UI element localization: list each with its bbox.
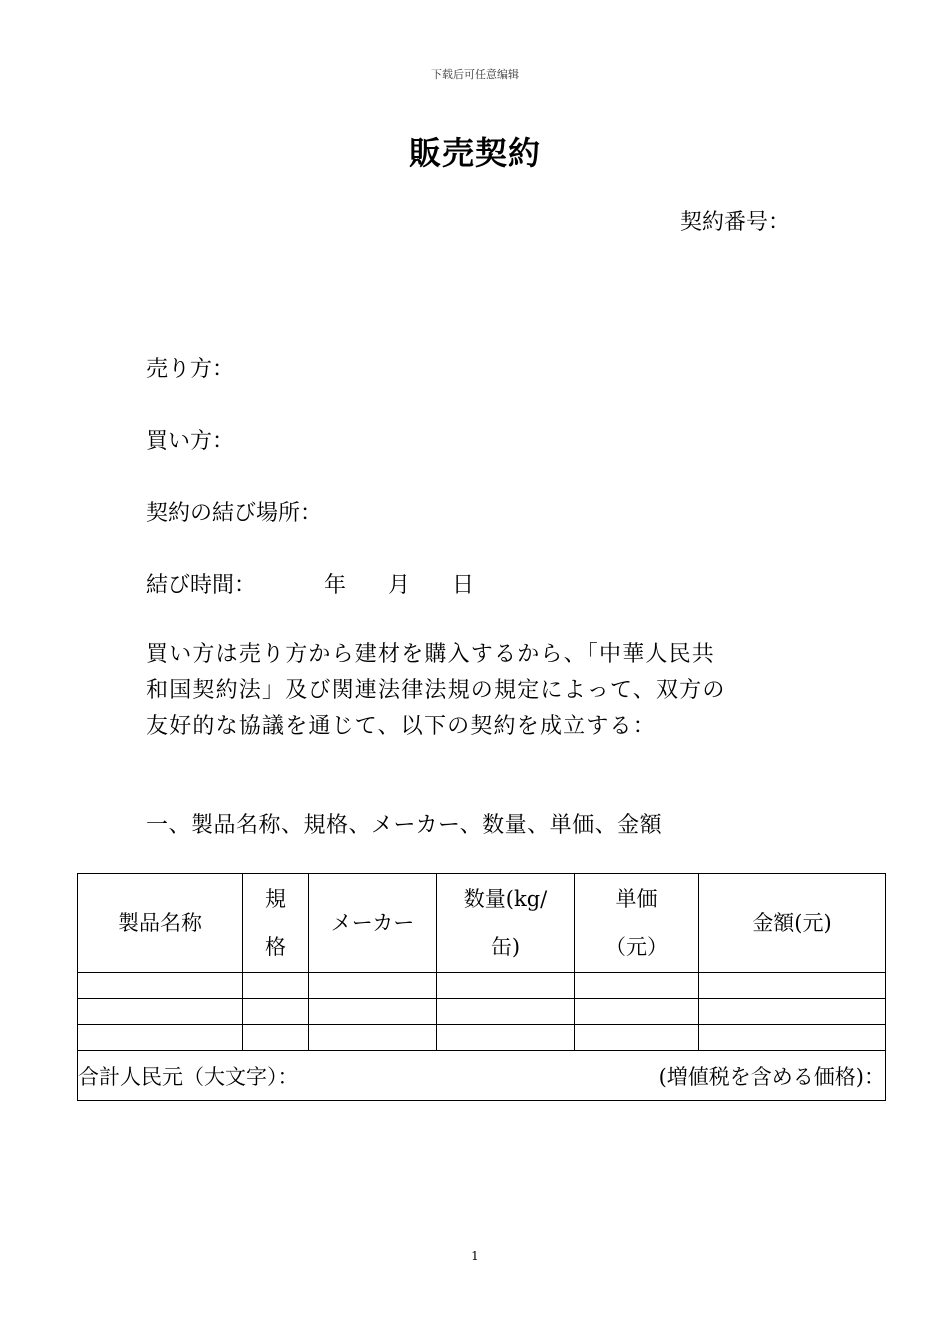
header-quantity-line: 缶): [490, 935, 521, 959]
header-note: 下载后可任意编辑: [431, 68, 519, 81]
total-amount-label: 合計人民元（大文字）：: [78, 1064, 299, 1089]
table-row: [78, 999, 886, 1025]
table-cell: [437, 973, 575, 999]
header-unit-price-line: 単価: [615, 887, 658, 911]
signing-place-label: 契約の結び場所：: [146, 501, 323, 526]
header-spec-line: 規: [265, 887, 286, 911]
header-quantity-line: 数量(kg/: [463, 887, 548, 911]
header-amount: 金額(元): [699, 874, 886, 973]
intro-line: 友好的な協議を通じて、以下の契約を成立する：: [146, 714, 656, 739]
table-cell: [575, 999, 699, 1025]
total-cell: [78, 1051, 886, 1101]
product-table: [77, 873, 886, 1101]
table-cell: [309, 999, 437, 1025]
month-label: 月: [388, 573, 411, 598]
table-cell: [575, 1025, 699, 1051]
signing-time-label: 結び時間：: [146, 573, 257, 598]
table-header-row: [78, 874, 886, 973]
year-label: 年: [324, 573, 347, 598]
header-unit-price-line: （元）: [605, 935, 668, 959]
table-cell: [575, 973, 699, 999]
table-cell: [78, 999, 243, 1025]
table-cell: [437, 999, 575, 1025]
section-heading: 一、製品名称、規格、メーカー、数量、単価、金額: [146, 813, 663, 838]
table-cell: [243, 1025, 309, 1051]
table-cell: [699, 1025, 886, 1051]
table-cell: [699, 973, 886, 999]
table-cell: [309, 973, 437, 999]
seller-label: 売り方：: [146, 357, 235, 382]
contract-number-label: 契約番号：: [680, 210, 791, 235]
table-cell: [699, 999, 886, 1025]
header-quantity: [437, 874, 575, 973]
header-unit-price: [575, 874, 699, 973]
header-spec: [243, 874, 309, 973]
table-cell: [243, 999, 309, 1025]
table-cell: [437, 1025, 575, 1051]
intro-line: 和国契約法」及び関連法律法規の規定によって、双方の: [146, 678, 726, 703]
table-row: [78, 1025, 886, 1051]
intro-paragraph: [146, 637, 826, 745]
day-label: 日: [452, 573, 475, 598]
buyer-label: 買い方：: [146, 429, 235, 454]
table-cell: [78, 1025, 243, 1051]
table-cell: [243, 973, 309, 999]
table-total-row: [78, 1051, 886, 1101]
header-maker: メーカー: [309, 874, 437, 973]
header-spec-line: 格: [265, 935, 286, 959]
page-number: 1: [471, 1249, 479, 1263]
table-cell: [78, 973, 243, 999]
document-title: 販売契約: [408, 134, 541, 172]
header-product-name: 製品名称: [78, 874, 243, 973]
table-row: [78, 973, 886, 999]
intro-line: 買い方は売り方から建材を購入するから、「中華人民共: [146, 642, 716, 667]
tax-included-label: (増値税を含める価格)：: [658, 1064, 885, 1089]
table-cell: [309, 1025, 437, 1051]
